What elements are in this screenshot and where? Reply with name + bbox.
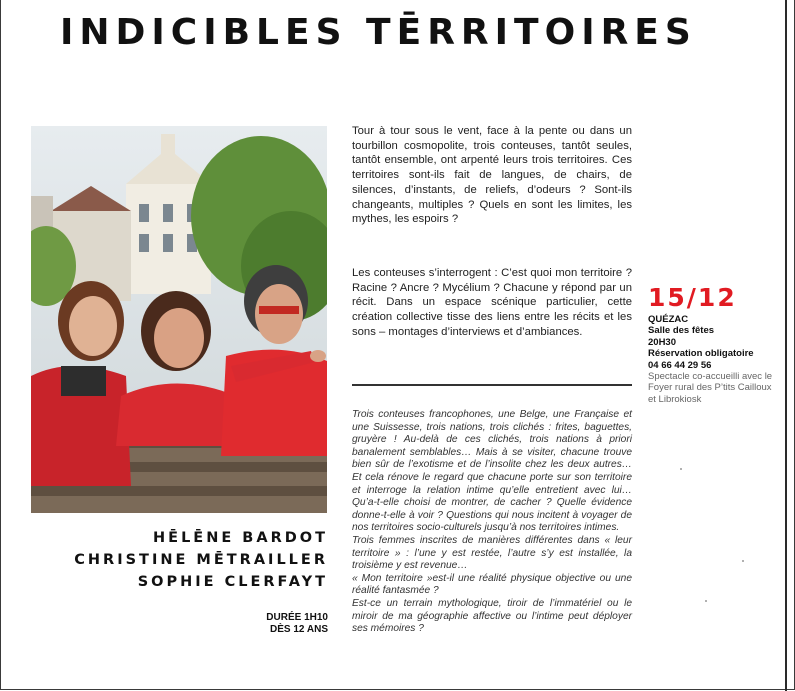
speck <box>705 600 707 602</box>
event-time: 20H30 <box>648 336 676 348</box>
performer-name: SOPHIE CLERFAYT <box>137 574 328 590</box>
performer-names <box>60 527 328 593</box>
event-booking: Réservation obligatoire <box>648 348 754 360</box>
performer-name: CHRISTINE MĒTRAILLER <box>74 552 328 568</box>
italic-paragraph: Trois femmes inscrites de manières différentes dans « leur territoire » : l’une y est restée, l’autre s’y est installée, la troisième y est revenue… <box>352 534 632 572</box>
photo-icon <box>31 126 327 513</box>
performers-photo <box>31 126 327 513</box>
duration-info <box>200 612 328 636</box>
body-paragraph: Les conteuses s’interrogent : C’est quoi mon territoire ? Racine ? Ancre ? Mycélium ? Chacune y répond par un récit. Dans un espace scénique particulier, cette création collective tisse des liens entre les récits et les sons – montages d’interviews et d’ambiances. <box>352 267 632 338</box>
duration-label: DURÉE 1H10 <box>266 612 328 623</box>
speck <box>742 560 744 562</box>
age-label: DÈS 12 ANS <box>270 624 328 635</box>
event-note: Spectacle co-accueilli avec le Foyer rural des P’tits Cailloux et Librokiosk <box>648 371 773 405</box>
italic-paragraph: Trois conteuses francophones, une Belge, une Française et une Suissesse, trois nations, trois clichés : frites, baguettes, gruyère ! Au-delà de ces clichés, trois nations à priori banalement semblables… Mais à se visiter, chacune trouve bien sûr de l’exotisme et de l’insolite chez les deux autres… Et cela rénove le regard que chacune porte sur son territoire et interroge la relation intime qu’elle entretient avec lui… Qu’a-t-elle choisi de montrer, de cacher ? Quelle évidence donne-t-elle à voir ? Questions qui nous incitent à voyager de nos territoires socio-culturels jusqu’à nos territoires intimes. <box>352 409 632 534</box>
event-town: QUÉZAC <box>648 314 689 325</box>
italic-text-block <box>352 409 632 636</box>
italic-paragraph: « Mon territoire »est-il une réalité physique objective ou une réalité fantasmée ? <box>352 572 632 597</box>
event-venue: Salle des fêtes <box>648 325 715 337</box>
event-date: 15/12 <box>648 283 737 312</box>
performer-name: HĒLĒNE BARDOT <box>153 530 328 546</box>
body-paragraph: Tour à tour sous le vent, face à la pente ou dans un tourbillon cosmopolite, trois conteuses, tantôt seules, tantôt ensemble, ont arpenté leurs trois territoires. Ces territoires sont-ils fait de langues, de chairs, de silences, d’instants, de reliefs, d’odeurs ? Sont-ils changeants, multiples ? Quels en sont les limites, les mythes, les espoirs ? <box>352 125 632 226</box>
speck <box>680 468 682 470</box>
page-edge <box>785 0 787 691</box>
page-title: INDICIBLES TĒRRITOIRES <box>60 12 697 53</box>
divider <box>352 384 632 386</box>
event-details <box>648 314 778 405</box>
event-phone: 04 66 44 29 56 <box>648 359 712 371</box>
italic-paragraph: Est-ce un terrain mythologique, tiroir de l’immatériel ou le miroir de ma géographie affective ou l’intime peut déployer ses mémoires ? <box>352 597 632 635</box>
